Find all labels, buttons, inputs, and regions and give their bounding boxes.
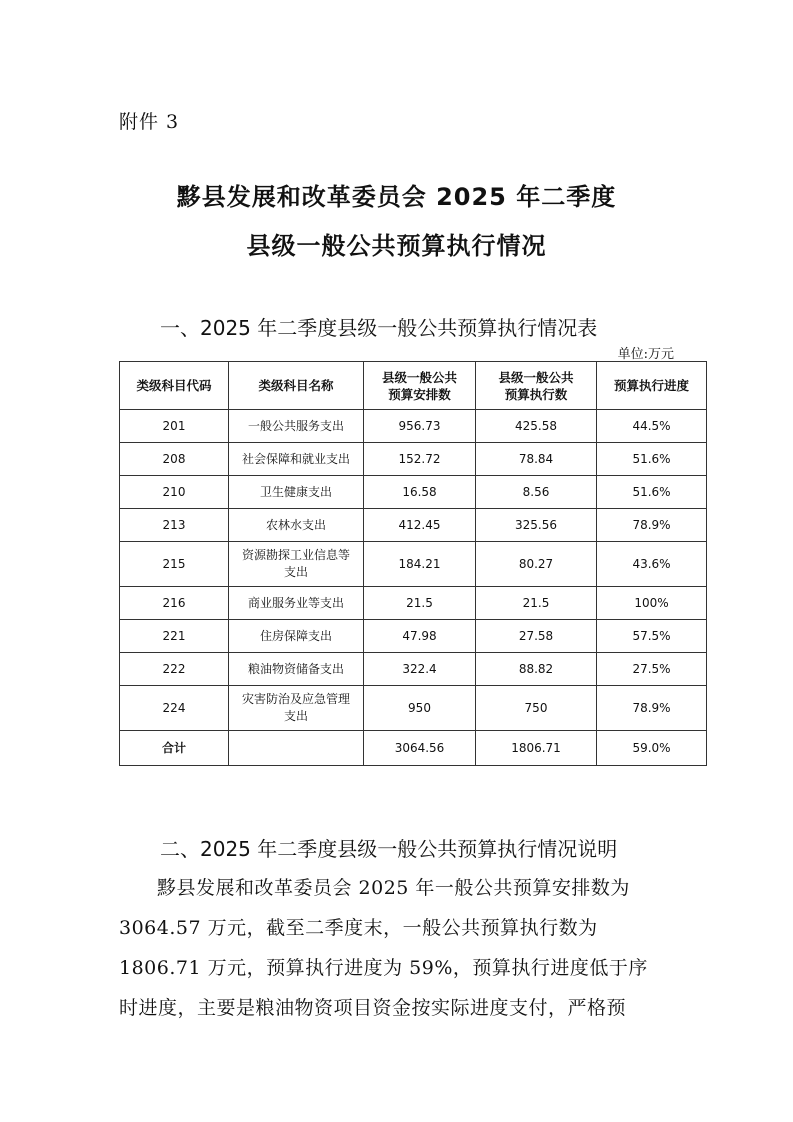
paragraph-line: 时进度，主要是粮油物资项目资金按实际进度支付，严格预 bbox=[119, 997, 627, 1019]
total-executed: 1806.71 bbox=[476, 731, 597, 766]
cell-name-line-2: 支出 bbox=[283, 565, 308, 579]
table-total-row bbox=[120, 731, 707, 766]
cell-name: 一般公共服务支出 bbox=[229, 410, 364, 443]
document-title-line-2: 县级一般公共预算执行情况 bbox=[246, 232, 547, 260]
cell-name: 卫生健康支出 bbox=[229, 476, 364, 509]
table-row bbox=[120, 587, 707, 620]
cell-name bbox=[229, 542, 364, 587]
cell-code: 216 bbox=[120, 587, 229, 620]
cell-budget: 950 bbox=[364, 686, 476, 731]
cell-executed: 425.58 bbox=[476, 410, 597, 443]
cell-executed: 88.82 bbox=[476, 653, 597, 686]
cell-budget: 412.45 bbox=[364, 509, 476, 542]
total-label: 合计 bbox=[120, 731, 229, 766]
cell-name: 住房保障支出 bbox=[229, 620, 364, 653]
table-row bbox=[120, 653, 707, 686]
cell-executed: 21.5 bbox=[476, 587, 597, 620]
cell-budget: 184.21 bbox=[364, 542, 476, 587]
cell-code: 221 bbox=[120, 620, 229, 653]
cell-executed: 80.27 bbox=[476, 542, 597, 587]
attachment-label: 附件 3 bbox=[119, 111, 180, 133]
cell-code: 201 bbox=[120, 410, 229, 443]
table-row bbox=[120, 410, 707, 443]
header-name: 类级科目名称 bbox=[229, 362, 364, 410]
cell-progress: 43.6% bbox=[597, 542, 707, 587]
cell-executed: 750 bbox=[476, 686, 597, 731]
header-budget-line-1: 县级一般公共 bbox=[381, 369, 457, 385]
cell-code: 215 bbox=[120, 542, 229, 587]
header-budget bbox=[364, 362, 476, 410]
header-executed-line-1: 县级一般公共 bbox=[498, 369, 574, 385]
cell-name-line-2: 支出 bbox=[283, 709, 308, 723]
header-progress: 预算执行进度 bbox=[597, 362, 707, 410]
cell-progress: 78.9% bbox=[597, 686, 707, 731]
section-2-heading: 二、2025 年二季度县级一般公共预算执行情况说明 bbox=[160, 837, 618, 861]
cell-name-line-1: 资源勘探工业信息等 bbox=[241, 548, 350, 562]
header-executed bbox=[476, 362, 597, 410]
paragraph-line: 3064.57 万元，截至二季度末，一般公共预算执行数为 bbox=[119, 917, 598, 939]
cell-budget: 322.4 bbox=[364, 653, 476, 686]
cell-progress: 57.5% bbox=[597, 620, 707, 653]
total-name bbox=[229, 731, 364, 766]
table-row bbox=[120, 443, 707, 476]
cell-progress: 78.9% bbox=[597, 509, 707, 542]
cell-executed: 325.56 bbox=[476, 509, 597, 542]
table-header-row bbox=[120, 362, 707, 410]
cell-executed: 78.84 bbox=[476, 443, 597, 476]
unit-label: 单位:万元 bbox=[617, 347, 674, 362]
cell-budget: 16.58 bbox=[364, 476, 476, 509]
total-budget: 3064.56 bbox=[364, 731, 476, 766]
cell-name: 农林水支出 bbox=[229, 509, 364, 542]
document-title-line-1: 黟县发展和改革委员会 2025 年二季度 bbox=[176, 183, 617, 211]
cell-budget: 47.98 bbox=[364, 620, 476, 653]
paragraph-line: 1806.71 万元，预算执行进度为 59%，预算执行进度低于序 bbox=[119, 957, 648, 979]
cell-budget: 21.5 bbox=[364, 587, 476, 620]
cell-code: 208 bbox=[120, 443, 229, 476]
cell-name: 社会保障和就业支出 bbox=[229, 443, 364, 476]
cell-code: 213 bbox=[120, 509, 229, 542]
cell-executed: 8.56 bbox=[476, 476, 597, 509]
cell-executed: 27.58 bbox=[476, 620, 597, 653]
cell-progress: 44.5% bbox=[597, 410, 707, 443]
paragraph-line: 黟县发展和改革委员会 2025 年一般公共预算安排数为 bbox=[157, 877, 630, 899]
cell-name: 粮油物资储备支出 bbox=[229, 653, 364, 686]
cell-progress: 100% bbox=[597, 587, 707, 620]
cell-name bbox=[229, 686, 364, 731]
header-code: 类级科目代码 bbox=[120, 362, 229, 410]
section-1-heading: 一、2025 年二季度县级一般公共预算执行情况表 bbox=[160, 316, 598, 340]
cell-code: 222 bbox=[120, 653, 229, 686]
cell-code: 224 bbox=[120, 686, 229, 731]
table-row bbox=[120, 620, 707, 653]
cell-progress: 27.5% bbox=[597, 653, 707, 686]
table-row bbox=[120, 476, 707, 509]
cell-name-line-1: 灾害防治及应急管理 bbox=[241, 692, 350, 706]
table-row bbox=[120, 509, 707, 542]
cell-budget: 956.73 bbox=[364, 410, 476, 443]
table-row bbox=[120, 686, 707, 731]
budget-execution-table bbox=[119, 361, 707, 766]
header-executed-line-2: 预算执行数 bbox=[504, 386, 568, 402]
total-progress: 59.0% bbox=[597, 731, 707, 766]
cell-code: 210 bbox=[120, 476, 229, 509]
cell-budget: 152.72 bbox=[364, 443, 476, 476]
cell-progress: 51.6% bbox=[597, 476, 707, 509]
table-row bbox=[120, 542, 707, 587]
header-budget-line-2: 预算安排数 bbox=[388, 386, 451, 402]
cell-name: 商业服务业等支出 bbox=[229, 587, 364, 620]
explanation-paragraph bbox=[119, 868, 679, 1028]
cell-progress: 51.6% bbox=[597, 443, 707, 476]
